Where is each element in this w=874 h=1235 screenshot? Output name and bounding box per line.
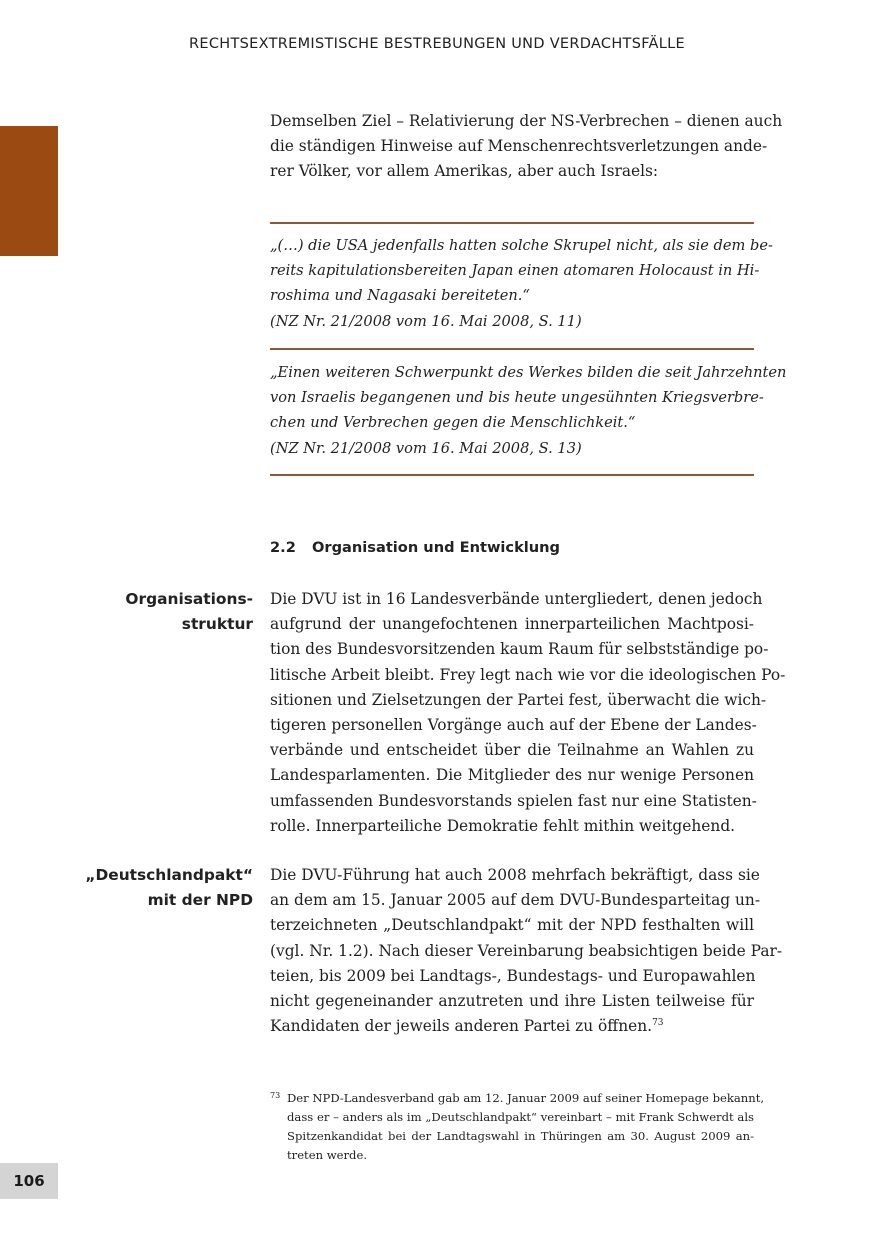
footnote-mark: 73 — [270, 1091, 281, 1100]
margin-note-deutschlandpakt — [85, 863, 253, 913]
footnote-line: treten werde. — [287, 1148, 368, 1162]
text-line: rolle. Innerparteiliche Demokratie fehlt mithin weitgehend. — [270, 816, 736, 835]
text-line: sitionen und Zielsetzungen der Partei fest, überwacht die wich- — [270, 690, 767, 709]
text-line-content: Kandidaten der jeweils anderen Partei zu öffnen. — [270, 1017, 653, 1036]
quote-line: von Israelis begangenen und bis heute ungesühnten Kriegsverbre- — [270, 389, 764, 407]
text-line: terzeichneten „Deutschlandpakt“ mit der NPD festhalten will — [270, 916, 754, 935]
quote-line: chen und Verbrechen gegen die Menschlichkeit.“ — [270, 414, 636, 432]
paragraph-deutschlandpakt — [270, 863, 783, 1039]
text-line: Demselben Ziel – Relativierung der NS-Verbrechen – dienen auch — [270, 112, 783, 130]
text-line: Die DVU-Führung hat auch 2008 mehrfach bekräftigt, dass sie — [270, 866, 760, 884]
quote-line: „(…) die USA jedenfalls hatten solche Skrupel nicht, als sie dem be- — [270, 237, 773, 254]
quote-rule-top — [270, 222, 754, 224]
chapter-color-tab — [0, 126, 58, 256]
text-line: an dem am 15. Januar 2005 auf dem DVU-Bundesparteitag un- — [270, 891, 761, 910]
footnote-reference[interactable]: 73 — [652, 1018, 664, 1029]
text-line: Landesparlamenten. Die Mitglieder des nur wenige Personen — [270, 766, 754, 785]
margin-note-line: Organisations- — [125, 590, 253, 608]
quote-block-1 — [270, 233, 773, 334]
text-line: rer Völker, vor allem Amerikas, aber auch Israels: — [270, 162, 659, 181]
margin-note-line: mit der NPD — [147, 891, 253, 910]
quote-source: (NZ Nr. 21/2008 vom 16. Mai 2008, S. 11) — [270, 312, 582, 330]
text-line: tigeren personellen Vorgänge auch auf der Ebene der Landes- — [270, 716, 757, 735]
quote-line: „Einen weiteren Schwerpunkt des Werkes bilden die seit Jahrzehnten — [270, 364, 787, 381]
text-line: tion des Bundesvorsitzenden kaum Raum für selbstständige po- — [270, 640, 769, 659]
text-line: nicht gegeneinander anzutreten und ihre Listen teilweise für — [270, 992, 754, 1011]
running-head: RECHTSEXTREMISTISCHE BESTREBUNGEN UND VERDACHTSFÄLLE — [189, 36, 685, 52]
quote-block-2 — [270, 360, 787, 461]
quote-rule-bottom — [270, 474, 754, 476]
text-line: verbände und entscheidet über die Teilnahme an Wahlen zu — [270, 741, 754, 760]
text-line: aufgrund der unangefochtenen innerparteilichen Machtposi- — [270, 615, 754, 634]
text-line: Die DVU ist in 16 Landesverbände untergliedert, denen jedoch — [270, 590, 763, 608]
footnote-73 — [270, 1089, 765, 1165]
section-title: Organisation und Entwicklung — [312, 539, 561, 556]
quote-source: (NZ Nr. 21/2008 vom 16. Mai 2008, S. 13) — [270, 439, 582, 457]
margin-note-organisationsstruktur — [125, 587, 253, 637]
margin-note-line: „Deutschlandpakt“ — [85, 866, 253, 884]
footnote-body — [287, 1089, 765, 1165]
text-line — [270, 1014, 754, 1039]
margin-note-line: struktur — [181, 615, 253, 634]
text-line: (vgl. Nr. 1.2). Nach dieser Vereinbarung beabsichtigen beide Par- — [270, 941, 783, 960]
footnote-line: dass er – anders als im „Deutschlandpakt“ vereinbart – mit Frank Schwerdt als — [287, 1110, 754, 1124]
footnote-line: Der NPD-Landesverband gab am 12. Januar 2009 auf seiner Homepage bekannt, — [287, 1091, 765, 1105]
footnote-line: Spitzenkandidat bei der Landtagswahl in Thüringen am 30. August 2009 an- — [287, 1129, 754, 1143]
text-line: umfassenden Bundesvorstands spielen fast nur eine Statisten- — [270, 791, 757, 810]
intro-paragraph — [270, 109, 783, 185]
section-number: 2.2 — [270, 539, 296, 556]
text-line: die ständigen Hinweise auf Menschenrechtsverletzungen ande- — [270, 137, 768, 156]
text-line: teien, bis 2009 bei Landtags-, Bundestags- und Europawahlen — [270, 966, 756, 985]
page-number: 106 — [0, 1163, 58, 1199]
text-line: litische Arbeit bleibt. Frey legt nach wie vor die ideologischen Po- — [270, 665, 786, 684]
quote-line: roshima und Nagasaki bereiteten.“ — [270, 287, 530, 305]
paragraph-organisationsstruktur — [270, 587, 786, 839]
section-heading — [270, 539, 560, 556]
quote-rule-middle — [270, 348, 754, 350]
quote-line: reits kapitulationsbereiten Japan einen atomaren Holocaust in Hi- — [270, 262, 760, 280]
